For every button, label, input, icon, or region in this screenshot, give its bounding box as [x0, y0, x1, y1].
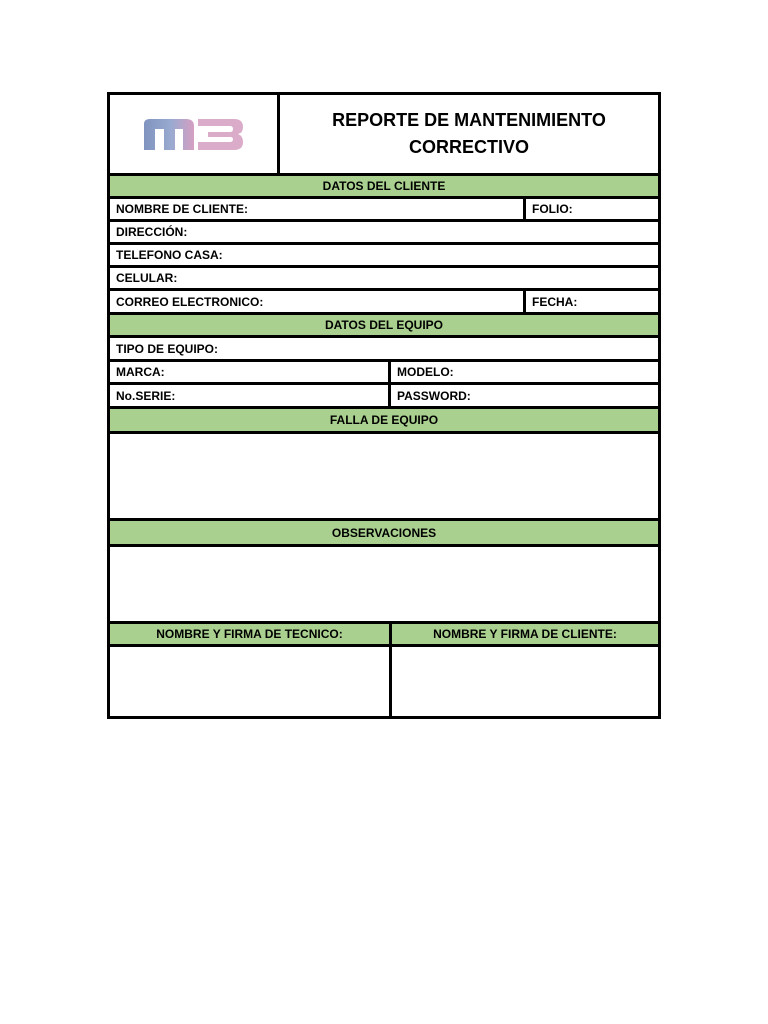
mb-logo-icon [142, 116, 246, 152]
equipment-type-field[interactable]: TIPO DE EQUIPO: [116, 341, 219, 356]
model-field[interactable]: MODELO: [397, 365, 454, 379]
section-observations-header: OBSERVACIONES [110, 521, 658, 544]
maintenance-report-form [107, 92, 661, 719]
page-title [280, 95, 658, 173]
technician-signature-box[interactable] [110, 647, 389, 719]
section-equipment-header: DATOS DEL EQUIPO [110, 315, 658, 335]
password-field[interactable]: PASSWORD: [397, 388, 471, 403]
client-signature-box[interactable] [392, 647, 658, 719]
address-field[interactable]: DIRECCIÓN: [116, 225, 188, 239]
date-field[interactable]: FECHA: [532, 294, 578, 309]
brand-field[interactable]: MARCA: [116, 365, 165, 379]
title-line-2: CORRECTIVO [408, 137, 529, 157]
folio-field[interactable]: FOLIO: [532, 202, 573, 216]
fault-description-area[interactable] [110, 434, 658, 518]
email-field[interactable]: CORREO ELECTRONICO: [116, 294, 264, 309]
home-phone-field[interactable]: TELEFONO CASA: [116, 248, 223, 262]
section-fault-header: FALLA DE EQUIPO [110, 409, 658, 431]
section-client-header: DATOS DEL CLIENTE [110, 176, 658, 196]
client-signature-header: NOMBRE Y FIRMA DE CLIENTE: [392, 624, 658, 644]
observations-area[interactable] [110, 547, 658, 621]
company-logo [110, 95, 277, 173]
serial-field[interactable]: No.SERIE: [116, 388, 176, 403]
technician-signature-header: NOMBRE Y FIRMA DE TECNICO: [110, 624, 389, 644]
title-line-1: REPORTE DE MANTENIMIENTO [332, 110, 606, 130]
client-name-field[interactable]: NOMBRE DE CLIENTE: [116, 202, 248, 216]
cell-phone-field[interactable]: CELULAR: [116, 271, 178, 285]
